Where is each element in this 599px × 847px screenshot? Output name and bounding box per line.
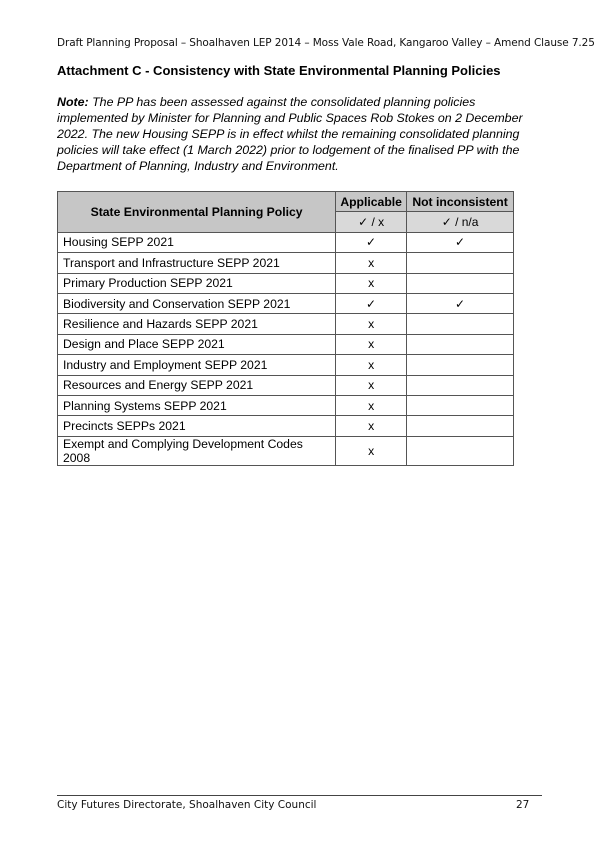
- table-row: [58, 273, 514, 293]
- applicable-cell: x: [336, 273, 407, 293]
- table-row: [58, 375, 514, 395]
- applicable-cell: x: [336, 416, 407, 436]
- table-row: [58, 314, 514, 334]
- policy-name-cell: Biodiversity and Conservation SEPP 2021: [58, 293, 336, 313]
- note-label: Note:: [57, 95, 89, 109]
- not-inconsistent-cell: [407, 416, 514, 436]
- not-inconsistent-cell: [407, 395, 514, 415]
- applicable-cell: x: [336, 253, 407, 273]
- page-number: 27: [516, 799, 530, 811]
- table-row: [58, 293, 514, 313]
- policy-name-cell: Transport and Infrastructure SEPP 2021: [58, 253, 336, 273]
- footer-divider: [57, 795, 542, 796]
- policy-name-cell: Housing SEPP 2021: [58, 232, 336, 252]
- not-inconsistent-cell: [407, 314, 514, 334]
- applicable-cell: x: [336, 395, 407, 415]
- not-inconsistent-cell: [407, 273, 514, 293]
- policy-column-header: State Environmental Planning Policy: [58, 192, 336, 233]
- policy-name-cell: Precincts SEPPs 2021: [58, 416, 336, 436]
- not-inconsistent-cell: ✓: [407, 232, 514, 252]
- not-inconsistent-cell: [407, 375, 514, 395]
- applicable-cell: x: [336, 375, 407, 395]
- table-row: [58, 232, 514, 252]
- policy-name-cell: Resilience and Hazards SEPP 2021: [58, 314, 336, 334]
- applicable-cell: x: [336, 334, 407, 354]
- not-inconsistent-column-header: Not inconsistent: [407, 192, 514, 212]
- not-inconsistent-cell: [407, 334, 514, 354]
- attachment-title: Attachment C - Consistency with State Environmental Planning Policies: [57, 63, 501, 78]
- table-row: [58, 436, 514, 465]
- table-row: [58, 416, 514, 436]
- table-body: [58, 232, 514, 465]
- table-row: [58, 355, 514, 375]
- footer-organisation: City Futures Directorate, Shoalhaven City Council: [57, 799, 317, 811]
- running-header: Draft Planning Proposal – Shoalhaven LEP 2014 – Moss Vale Road, Kangaroo Valley – Amend Clause 7.25: [57, 37, 595, 49]
- not-inconsistent-cell: [407, 436, 514, 465]
- policy-name-cell: Planning Systems SEPP 2021: [58, 395, 336, 415]
- policy-name-cell: Exempt and Complying Development Codes 2008: [58, 436, 336, 465]
- table-row: [58, 395, 514, 415]
- policy-name-cell: Resources and Energy SEPP 2021: [58, 375, 336, 395]
- applicable-cell: ✓: [336, 232, 407, 252]
- applicable-column-header: Applicable: [336, 192, 407, 212]
- not-inconsistent-cell: ✓: [407, 293, 514, 313]
- table-header-row: [58, 192, 514, 212]
- applicable-cell: x: [336, 314, 407, 334]
- table-row: [58, 253, 514, 273]
- table-row: [58, 334, 514, 354]
- applicable-cell: x: [336, 436, 407, 465]
- applicable-cell: x: [336, 355, 407, 375]
- policy-name-cell: Design and Place SEPP 2021: [58, 334, 336, 354]
- note-paragraph: [57, 94, 547, 174]
- applicable-subheader: ✓ / x: [336, 212, 407, 232]
- policy-name-cell: Primary Production SEPP 2021: [58, 273, 336, 293]
- not-inconsistent-subheader: ✓ / n/a: [407, 212, 514, 232]
- policy-name-cell: Industry and Employment SEPP 2021: [58, 355, 336, 375]
- not-inconsistent-cell: [407, 253, 514, 273]
- applicable-cell: ✓: [336, 293, 407, 313]
- not-inconsistent-cell: [407, 355, 514, 375]
- sepp-consistency-table: [57, 191, 514, 466]
- note-text: The PP has been assessed against the consolidated planning policies implemented by Minister for Planning and Public Spaces Rob Stokes on 2 December 2022. The new Housing SEPP is in effect whilst the remaining consolidated planning policies will take effect (1 March 2022) prior to lodgement of the finalised PP with the Department of Planning, Industry and Environment.: [57, 95, 523, 173]
